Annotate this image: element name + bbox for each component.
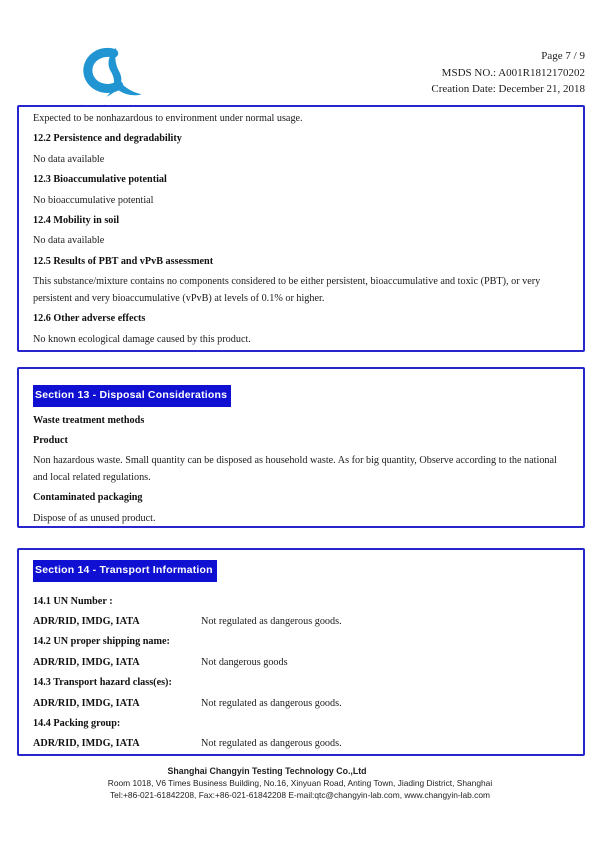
section12-heading-12-5: 12.5 Results of PBT and vPvB assessment [33,255,214,267]
product-heading: Product [33,434,68,446]
hazard-class-row [33,696,569,713]
section12-body-12-2: No data available [33,153,105,165]
transport-mode-value: Not dangerous goods [201,656,288,668]
page-footer [0,765,600,802]
section12-body-12-5: This substance/mixture contains no components considered to be either persistent, bioaccumulative and toxic (PBT), or very persistent and very bioaccumulative (vPvB) at levels of 0.1% or higher. [33,276,541,304]
section12-body-12-4: No data available [33,235,105,247]
section-14-title-line [33,560,569,582]
section12-heading-12-3: 12.3 Bioaccumulative potential [33,174,167,186]
section-13-title-line [33,385,569,407]
page-info [431,48,585,98]
contaminated-packaging-heading: Contaminated packaging [33,492,143,504]
footer-address: Room 1018, V6 Times Business Building, No.16, Xinyuan Road, Anting Town, Jiading District, Shanghai [107,778,493,789]
transport-mode-label: ADR/RID, IMDG, IATA [33,615,140,627]
section-14-box [17,548,585,756]
section12-intro: Expected to be nonhazardous to environment under normal usage. [33,113,303,124]
waste-treatment-heading: Waste treatment methods [33,414,145,426]
section12-heading-12-4: 12.4 Mobility in soil [33,214,120,226]
changyin-swirl-icon [67,44,149,102]
shipping-name-row [33,655,569,672]
section12-body-12-3: No bioaccumulative potential [33,194,154,206]
page-number: Page 7 / 9 [541,50,585,62]
section-14-title: Section 14 - Transport Information [33,560,217,582]
transport-mode-value: Not regulated as dangerous goods. [201,697,342,709]
hazard-class-heading: 14.3 Transport hazard class(es): [33,677,172,689]
un-number-row [33,614,569,631]
transport-mode-value: Not regulated as dangerous goods. [201,615,342,627]
footer-company-name: Shanghai Changyin Testing Technology Co.,Ltd [167,766,367,776]
product-text: Non hazardous waste. Small quantity can be disposed as household waste. As for big quantity, Observe according to the national and local related regulations. [33,455,557,483]
transport-mode-label: ADR/RID, IMDG, IATA [33,738,140,750]
creation-date: Creation Date: December 21, 2018 [431,83,585,95]
un-number-heading: 14.1 UN Number : [33,595,113,607]
shipping-name-heading: 14.2 UN proper shipping name: [33,636,170,648]
transport-mode-value: Not regulated as dangerous goods. [201,738,342,750]
section12-heading-12-2: 12.2 Persistence and degradability [33,133,182,145]
section-12-box [17,105,585,352]
msds-number: MSDS NO.: A001R1812170202 [441,66,585,79]
packing-group-row [33,736,569,753]
section12-heading-12-6: 12.6 Other adverse effects [33,313,146,325]
section12-body-12-6: No known ecological damage caused by this product. [33,333,251,345]
packing-group-heading: 14.4 Packing group: [33,717,121,729]
section-13-box [17,367,585,528]
footer-contact: Tel:+86-021-61842208, Fax:+86-021-61842208 E-mail:qtc@changyin-lab.com, www.changyin-lab.com [109,790,490,801]
transport-mode-label: ADR/RID, IMDG, IATA [33,697,140,709]
transport-mode-label: ADR/RID, IMDG, IATA [33,656,140,668]
company-logo [60,44,156,112]
packaging-text: Dispose of as unused product. [33,512,156,524]
section-13-title: Section 13 - Disposal Considerations [33,385,231,407]
